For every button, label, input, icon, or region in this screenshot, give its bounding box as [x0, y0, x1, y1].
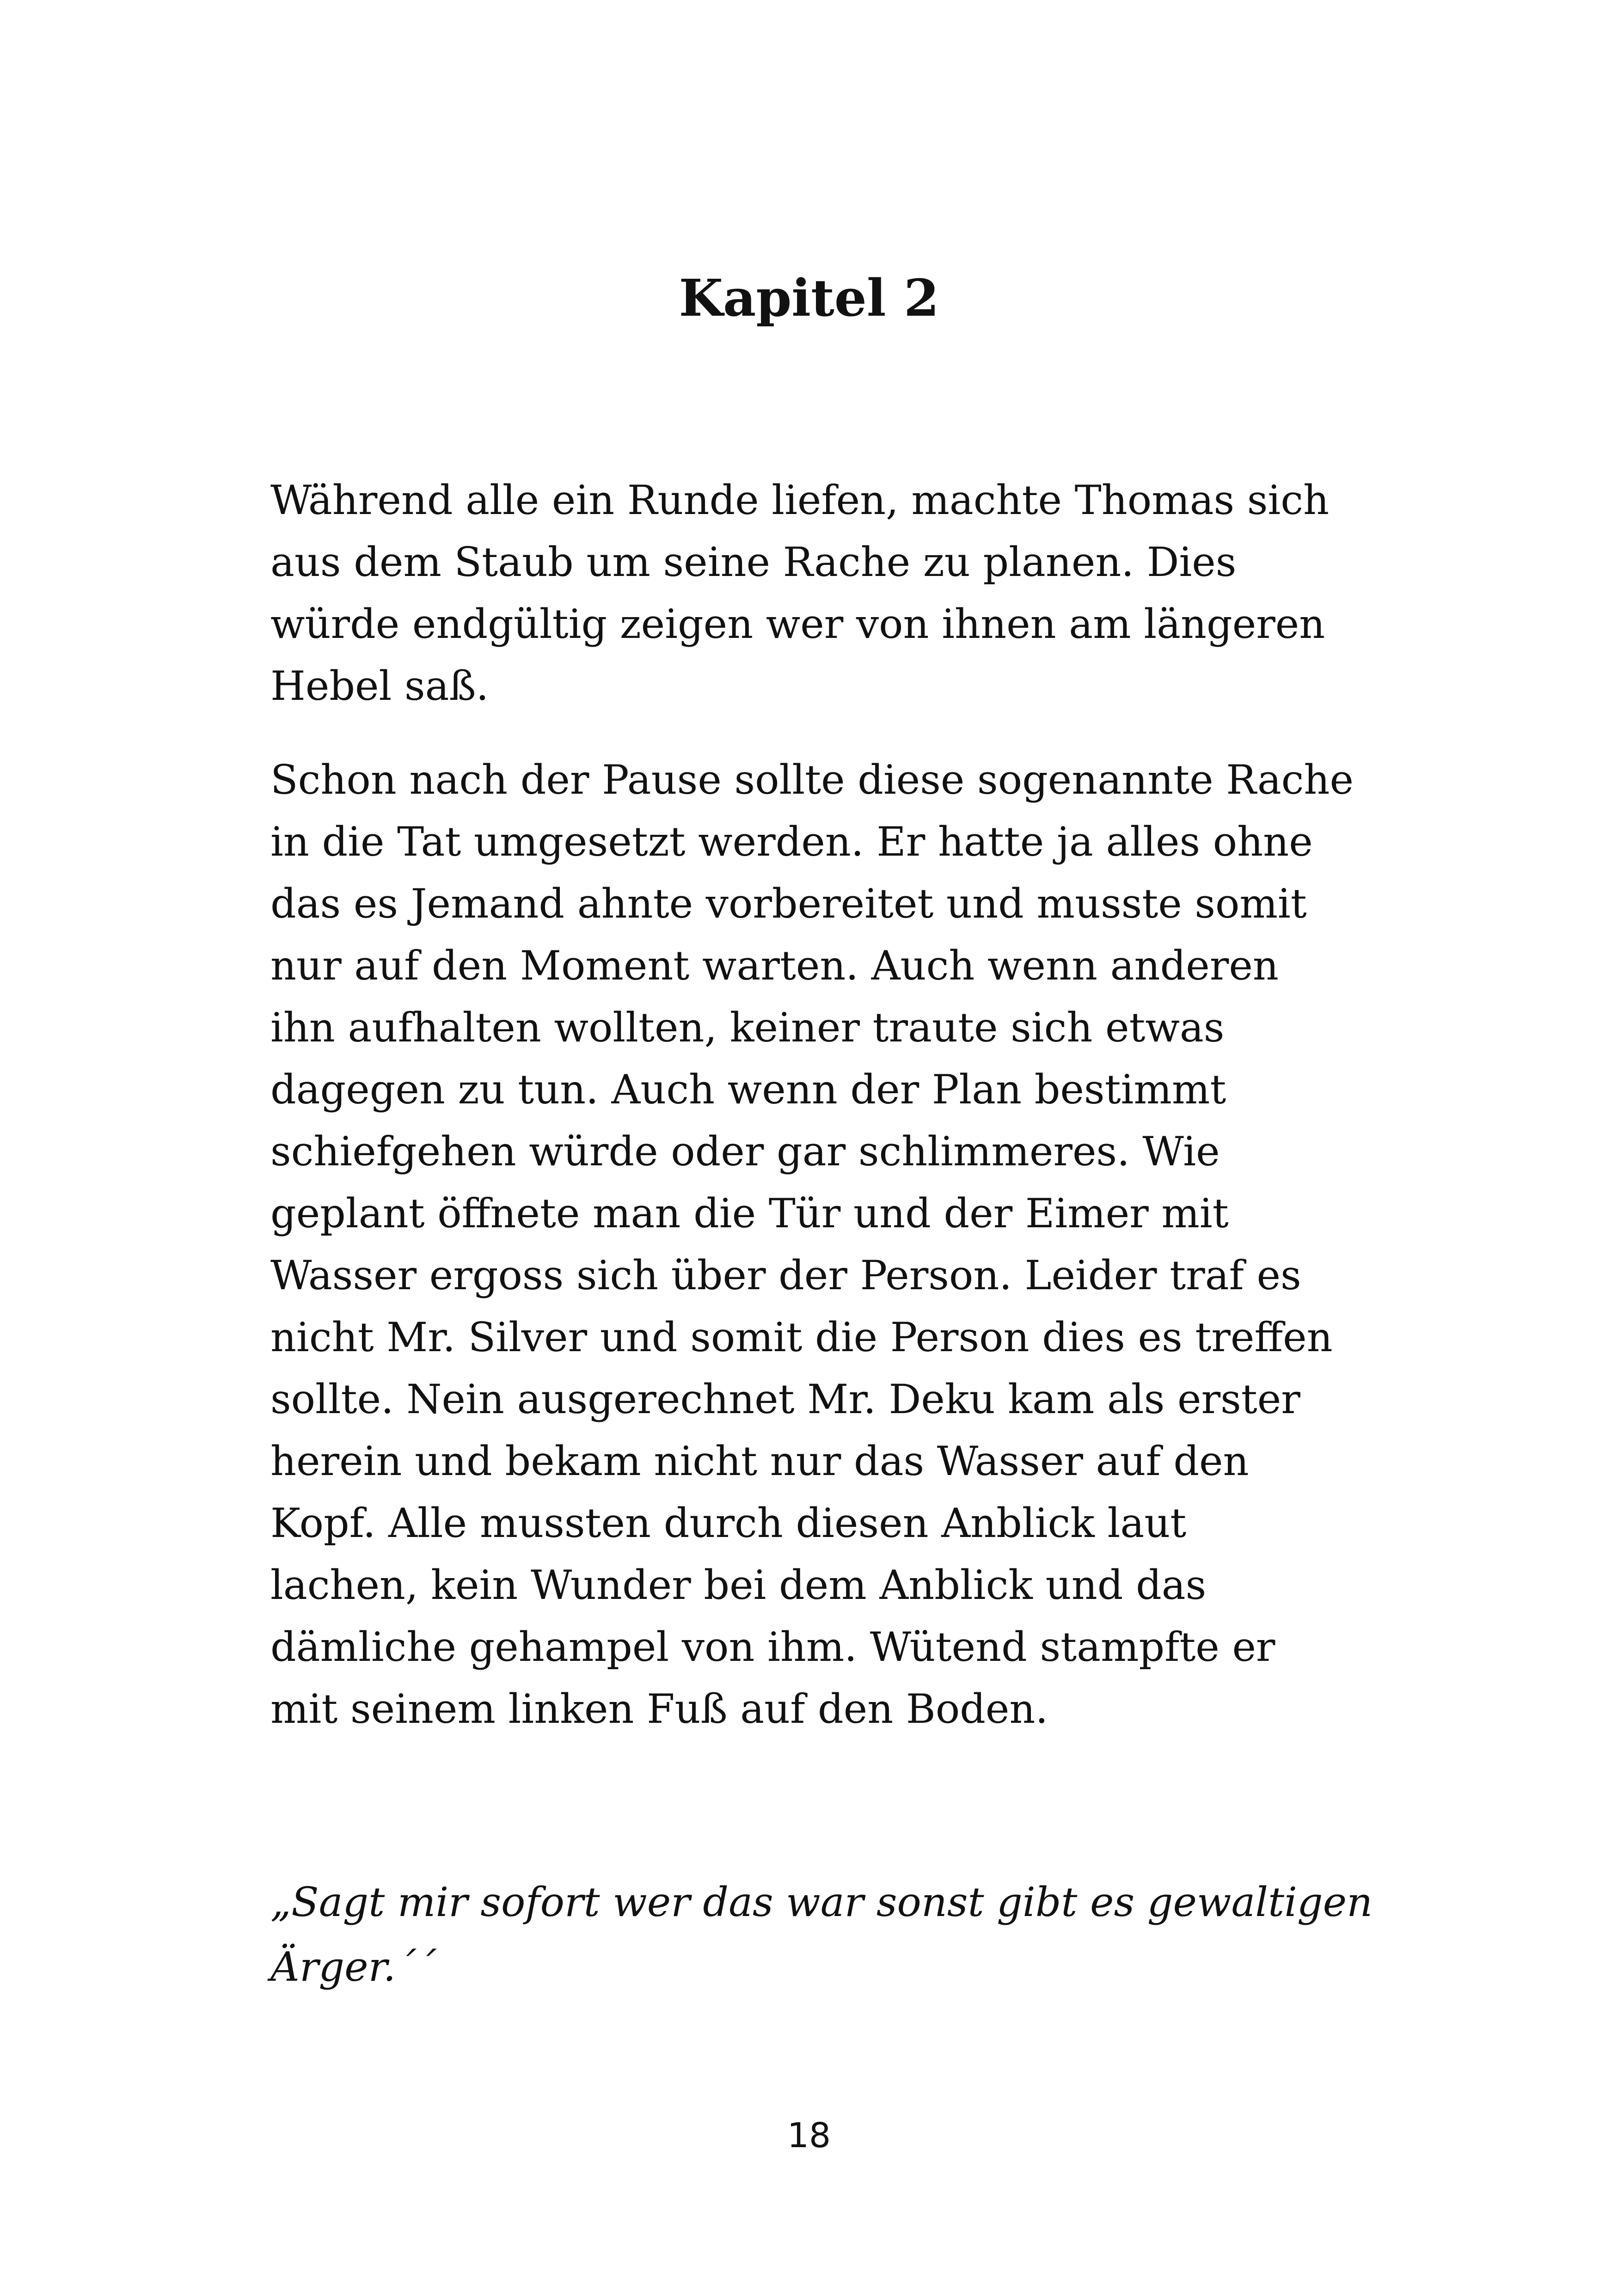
text-line: Während alle ein Runde liefen, machte Thomas sich	[270, 477, 1329, 524]
text-line: nicht Mr. Silver und somit die Person dies es treffen	[270, 1314, 1333, 1361]
text-line: würde endgültig zeigen wer von ihnen am längeren	[270, 600, 1325, 648]
text-line: geplant öffnete man die Tür und der Eimer mit	[270, 1190, 1229, 1237]
text-line: schiefgehen würde oder gar schlimmeres. Wie	[270, 1128, 1220, 1175]
chapter-title: Kapitel 2	[679, 268, 939, 328]
text-line: Hebel saß.	[270, 662, 489, 710]
text-line: dämliche gehampel von ihm. Wütend stampfte er	[270, 1623, 1275, 1671]
text-line: dagegen zu tun. Auch wenn der Plan bestimmt	[270, 1066, 1226, 1113]
text-line: das es Jemand ahnte vorbereitet und musste somit	[270, 880, 1307, 927]
text-line: in die Tat umgesetzt werden. Er hatte ja alles ohne	[270, 818, 1313, 865]
text-line: Schon nach der Pause sollte diese sogenannte Rache	[270, 756, 1354, 803]
quote-line: „Sagt mir sofort wer das war sonst gibt es gewaltigen	[270, 1879, 1373, 1926]
text-line: Wasser ergoss sich über der Person. Leider traf es	[270, 1252, 1301, 1299]
paragraph-2	[270, 749, 1354, 1740]
quote-line: Ärger.´´	[270, 1943, 436, 1990]
text-line: lachen, kein Wunder bei dem Anblick und das	[270, 1561, 1207, 1609]
text-line: nur auf den Moment warten. Auch wenn anderen	[270, 942, 1279, 989]
dialogue-quote	[270, 1870, 1373, 1999]
text-line: aus dem Staub um seine Rache zu planen. Dies	[270, 539, 1237, 586]
text-line: herein und bekam nicht nur das Wasser auf den	[270, 1438, 1249, 1485]
text-line: sollte. Nein ausgerechnet Mr. Deku kam als erster	[270, 1376, 1300, 1423]
text-line: Kopf. Alle mussten durch diesen Anblick laut	[270, 1500, 1187, 1547]
text-line: ihn aufhalten wollten, keiner traute sich etwas	[270, 1004, 1225, 1051]
page-number: 18	[787, 2116, 831, 2155]
text-line: mit seinem linken Fuß auf den Boden.	[270, 1685, 1048, 1733]
paragraph-1	[270, 469, 1348, 717]
